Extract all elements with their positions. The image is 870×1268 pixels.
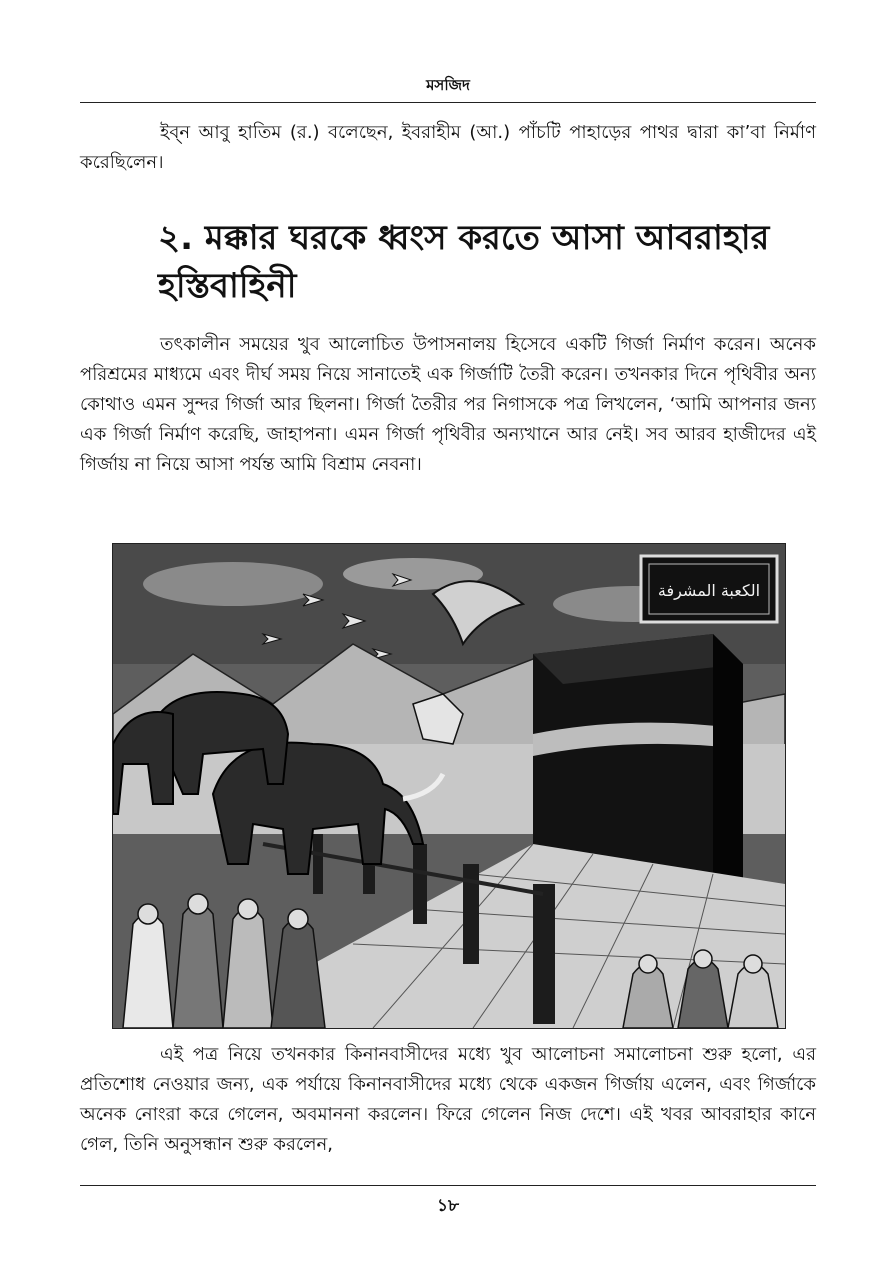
- intro-paragraph: ইব্‌ন আবু হাতিম (র.) বলেছেন, ইবরাহীম (আ.) পাঁচটি পাহাড়ের পাথর দ্বারা কা’বা নির্মাণ করেছিলেন।: [80, 122, 816, 173]
- kaaba-elephant-illustration: [112, 543, 786, 1029]
- calligraphy-plaque: الكعبة المشرفة: [657, 581, 761, 600]
- header-divider: [80, 102, 816, 103]
- section-heading: ২. মক্কার ঘরকে ধ্বংস করতে আসা আবরাহার হস্তিবাহিনী: [158, 218, 770, 306]
- footer-divider: [80, 1185, 816, 1186]
- running-header: মসজিদ: [426, 76, 470, 94]
- body-paragraph-1: তৎকালীন সময়ের খুব আলোচিত উপাসনালয় হিসেবে একটি গির্জা নির্মাণ করেন। অনেক পরিশ্রমের মাধ্যমে এবং দীর্ঘ সময় নিয়ে সানাতেই এক গির্জাটি তৈরী করেন। তখনকার দিনে পৃথিবীর অন্য কোথাও এমন সুন্দর গির্জা আর ছিলনা। গির্জা তৈরীর পর নিগাসকে পত্র লিখলেন, ‘আমি আপনার জন্য এক গির্জা নির্মাণ করেছি, জাহাপনা। এমন গির্জা পৃথিবীর অন্যখানে আর নেই। সব আরব হাজীদের এই গির্জায় না নিয়ে আসা পর্যন্ত আমি বিশ্রাম নেবনা।: [80, 334, 816, 475]
- body-paragraph-2: এই পত্র নিয়ে তখনকার কিনানবাসীদের মধ্যে খুব আলোচনা সমালোচনা শুরু হলো, এর প্রতিশোধ নেওয়ার জন্য, এক পর্যায়ে কিনানবাসীদের মধ্যে থেকে একজন গির্জায় এলেন, এবং গির্জাকে অনেক নোংরা করে গেলেন, অবমাননা করলেন। ফিরে গেলেন নিজ দেশে। এই খবর আবরাহার কানে গেল, তিনি অনুসন্ধান শুরু করলেন,: [80, 1044, 816, 1155]
- page-number: ১৮: [436, 1196, 460, 1216]
